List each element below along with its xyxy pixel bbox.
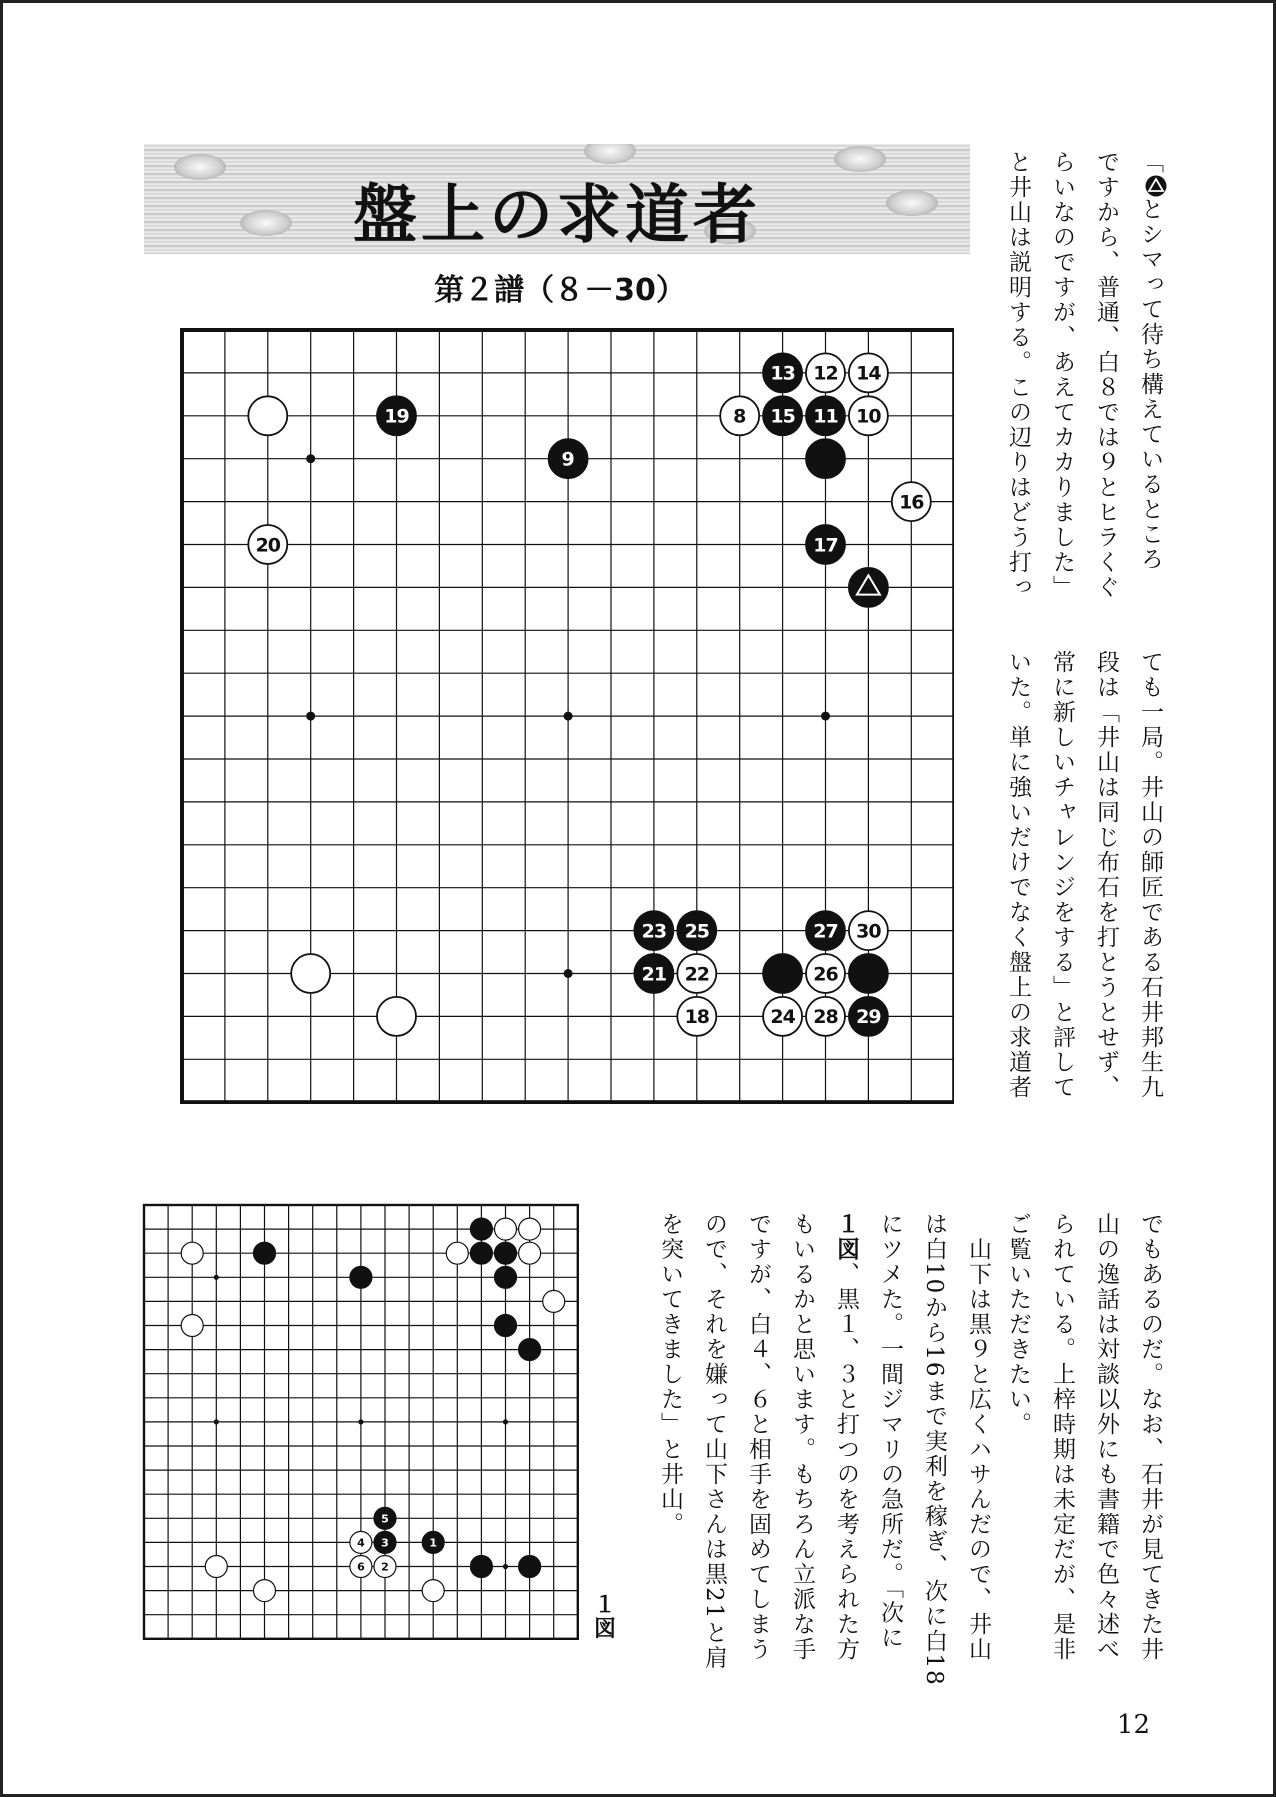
move-number: 28: [813, 1006, 838, 1029]
move-number: 3: [381, 1536, 389, 1550]
figure-go-board: [142, 1203, 582, 1645]
move-number: 22: [684, 963, 710, 986]
white-stone: [519, 1242, 541, 1264]
white-stone-4: [350, 1531, 372, 1553]
move-number: 21: [641, 963, 667, 986]
star-point: [214, 1275, 219, 1280]
white-stone: [254, 1580, 276, 1602]
page-number: 12: [1116, 1710, 1150, 1740]
commentary-text-4a: 山下は黒９と広くハサんだので、井山 は白10から16まで実利を稼ぎ、次に白18 にツメた。一間ジマリの急所だ。「次に: [877, 1212, 991, 1687]
black-stone-19: [377, 396, 416, 435]
white-stone: [519, 1218, 541, 1240]
move-number: 18: [684, 1006, 710, 1029]
move-number: 11: [813, 405, 838, 428]
black-stone: [495, 1242, 517, 1264]
black-stone-25: [677, 911, 716, 950]
white-stone: [495, 1218, 517, 1240]
move-number: 30: [856, 920, 881, 943]
move-number: 13: [770, 362, 795, 385]
white-stone: [181, 1242, 203, 1264]
white-stone-26: [806, 954, 845, 993]
white-stone-18: [677, 997, 716, 1036]
commentary-column-4: [648, 1212, 1000, 1687]
black-stone: [519, 1556, 541, 1578]
move-number: 27: [813, 920, 838, 943]
move-number: 25: [684, 920, 710, 943]
star-point: [564, 969, 573, 978]
move-number: 23: [641, 920, 667, 943]
star-point: [821, 712, 830, 721]
move-number: 4: [357, 1536, 365, 1550]
move-number: 15: [770, 405, 795, 428]
white-stone-8: [720, 396, 759, 435]
black-stone: [470, 1218, 492, 1240]
black-stone-27: [806, 911, 845, 950]
black-stone: [849, 954, 888, 993]
move-number: 16: [899, 491, 924, 514]
move-number: 12: [813, 362, 838, 385]
white-stone: [291, 954, 330, 993]
black-stone: [806, 439, 845, 478]
black-stone-1: [422, 1531, 444, 1553]
star-point: [306, 454, 315, 463]
black-stone-13: [763, 353, 802, 392]
move-number: 20: [255, 534, 281, 557]
move-number: 17: [813, 534, 838, 557]
star-point: [306, 712, 315, 721]
black-stone: [350, 1266, 372, 1288]
black-stone: [763, 954, 802, 993]
white-stone: [181, 1315, 203, 1337]
white-stone-10: [849, 396, 888, 435]
black-stone-23: [634, 911, 673, 950]
black-stone: [495, 1266, 517, 1288]
white-stone: [446, 1242, 468, 1264]
move-number: 2: [381, 1560, 389, 1574]
black-stone-11: [806, 396, 845, 435]
black-stone: [495, 1315, 517, 1337]
move-number: 6: [357, 1560, 365, 1574]
white-stone-28: [806, 997, 845, 1036]
star-point: [564, 712, 573, 721]
white-stone-6: [350, 1556, 372, 1578]
move-number: 26: [813, 963, 838, 986]
black-stone: [519, 1339, 541, 1361]
move-number: 9: [561, 448, 575, 471]
white-stone: [377, 997, 416, 1036]
white-stone: [205, 1556, 227, 1578]
white-stone-24: [763, 997, 802, 1036]
move-number: 5: [381, 1512, 389, 1526]
move-number: 1: [429, 1536, 438, 1550]
white-stone-30: [849, 911, 888, 950]
black-stone-5: [374, 1507, 396, 1529]
black-stone: [470, 1242, 492, 1264]
black-stone: [849, 568, 888, 607]
commentary-column-2: ても一局。井山の師匠である石井邦生九 段は「井山は同じ布石を打とうとせず、 常に新しいチャレンジをする」と評して いた。単に強いだけでなく盤上の求道者: [1005, 650, 1163, 1100]
black-stone-9: [549, 439, 588, 478]
star-point: [503, 1564, 508, 1569]
game-record-subtitle: 第２譜（８－30）: [434, 273, 686, 308]
black-stone: [470, 1556, 492, 1578]
white-stone: [422, 1580, 444, 1602]
white-stone: [543, 1290, 565, 1312]
page-title: 盤上の求道者: [353, 178, 761, 253]
black-stone: [254, 1242, 276, 1264]
star-point: [358, 1419, 363, 1424]
move-number: 19: [384, 405, 409, 428]
black-stone-3: [374, 1531, 396, 1553]
white-stone-22: [677, 954, 716, 993]
move-number: 14: [856, 362, 881, 385]
main-go-board: [178, 326, 954, 1104]
commentary-text-4b: 、黒１、３と打つのを考えられた方 もいるかと思います。もちろん立派な手 ですが、白４、６と相手を固めてしまう ので、それを嫌って山下さんは黒21と肩 を突いてきました」と井山。: [657, 1212, 859, 1671]
move-number: 8: [733, 405, 747, 428]
triangle-stone-icon: [1145, 175, 1167, 197]
black-stone-17: [806, 525, 845, 564]
commentary-text-1: とシマって待ち構えているところ ですから、普通、白８では９とヒラくぐ らいなのですが、あえてカカりました」 と井山は説明する。この辺りはどう打っ: [1005, 150, 1163, 600]
commentary-column-3: でもあるのだ。なお、石井が見てきた井 山の逸話は対談以外にも書籍で色々述べ られている。上梓時期は未定だが、是非 ご覧いただきたい。: [1005, 1212, 1163, 1662]
move-number: 29: [856, 1006, 881, 1029]
black-stone-29: [849, 997, 888, 1036]
star-point: [503, 1419, 508, 1424]
figure-label: １ 図: [594, 1593, 617, 1642]
move-number: 24: [770, 1006, 795, 1029]
figure-ref: １図: [833, 1212, 859, 1262]
white-stone-16: [892, 482, 931, 521]
star-point: [214, 1419, 219, 1424]
white-stone-12: [806, 353, 845, 392]
title-banner: [144, 144, 970, 254]
black-stone-21: [634, 954, 673, 993]
white-stone-14: [849, 353, 888, 392]
white-stone-2: [374, 1556, 396, 1578]
commentary-column-1: [996, 150, 1172, 620]
white-stone: [248, 396, 287, 435]
bracket-open: 「: [1137, 150, 1163, 175]
move-number: 10: [856, 405, 881, 428]
black-stone-15: [763, 396, 802, 435]
white-stone-20: [248, 525, 287, 564]
